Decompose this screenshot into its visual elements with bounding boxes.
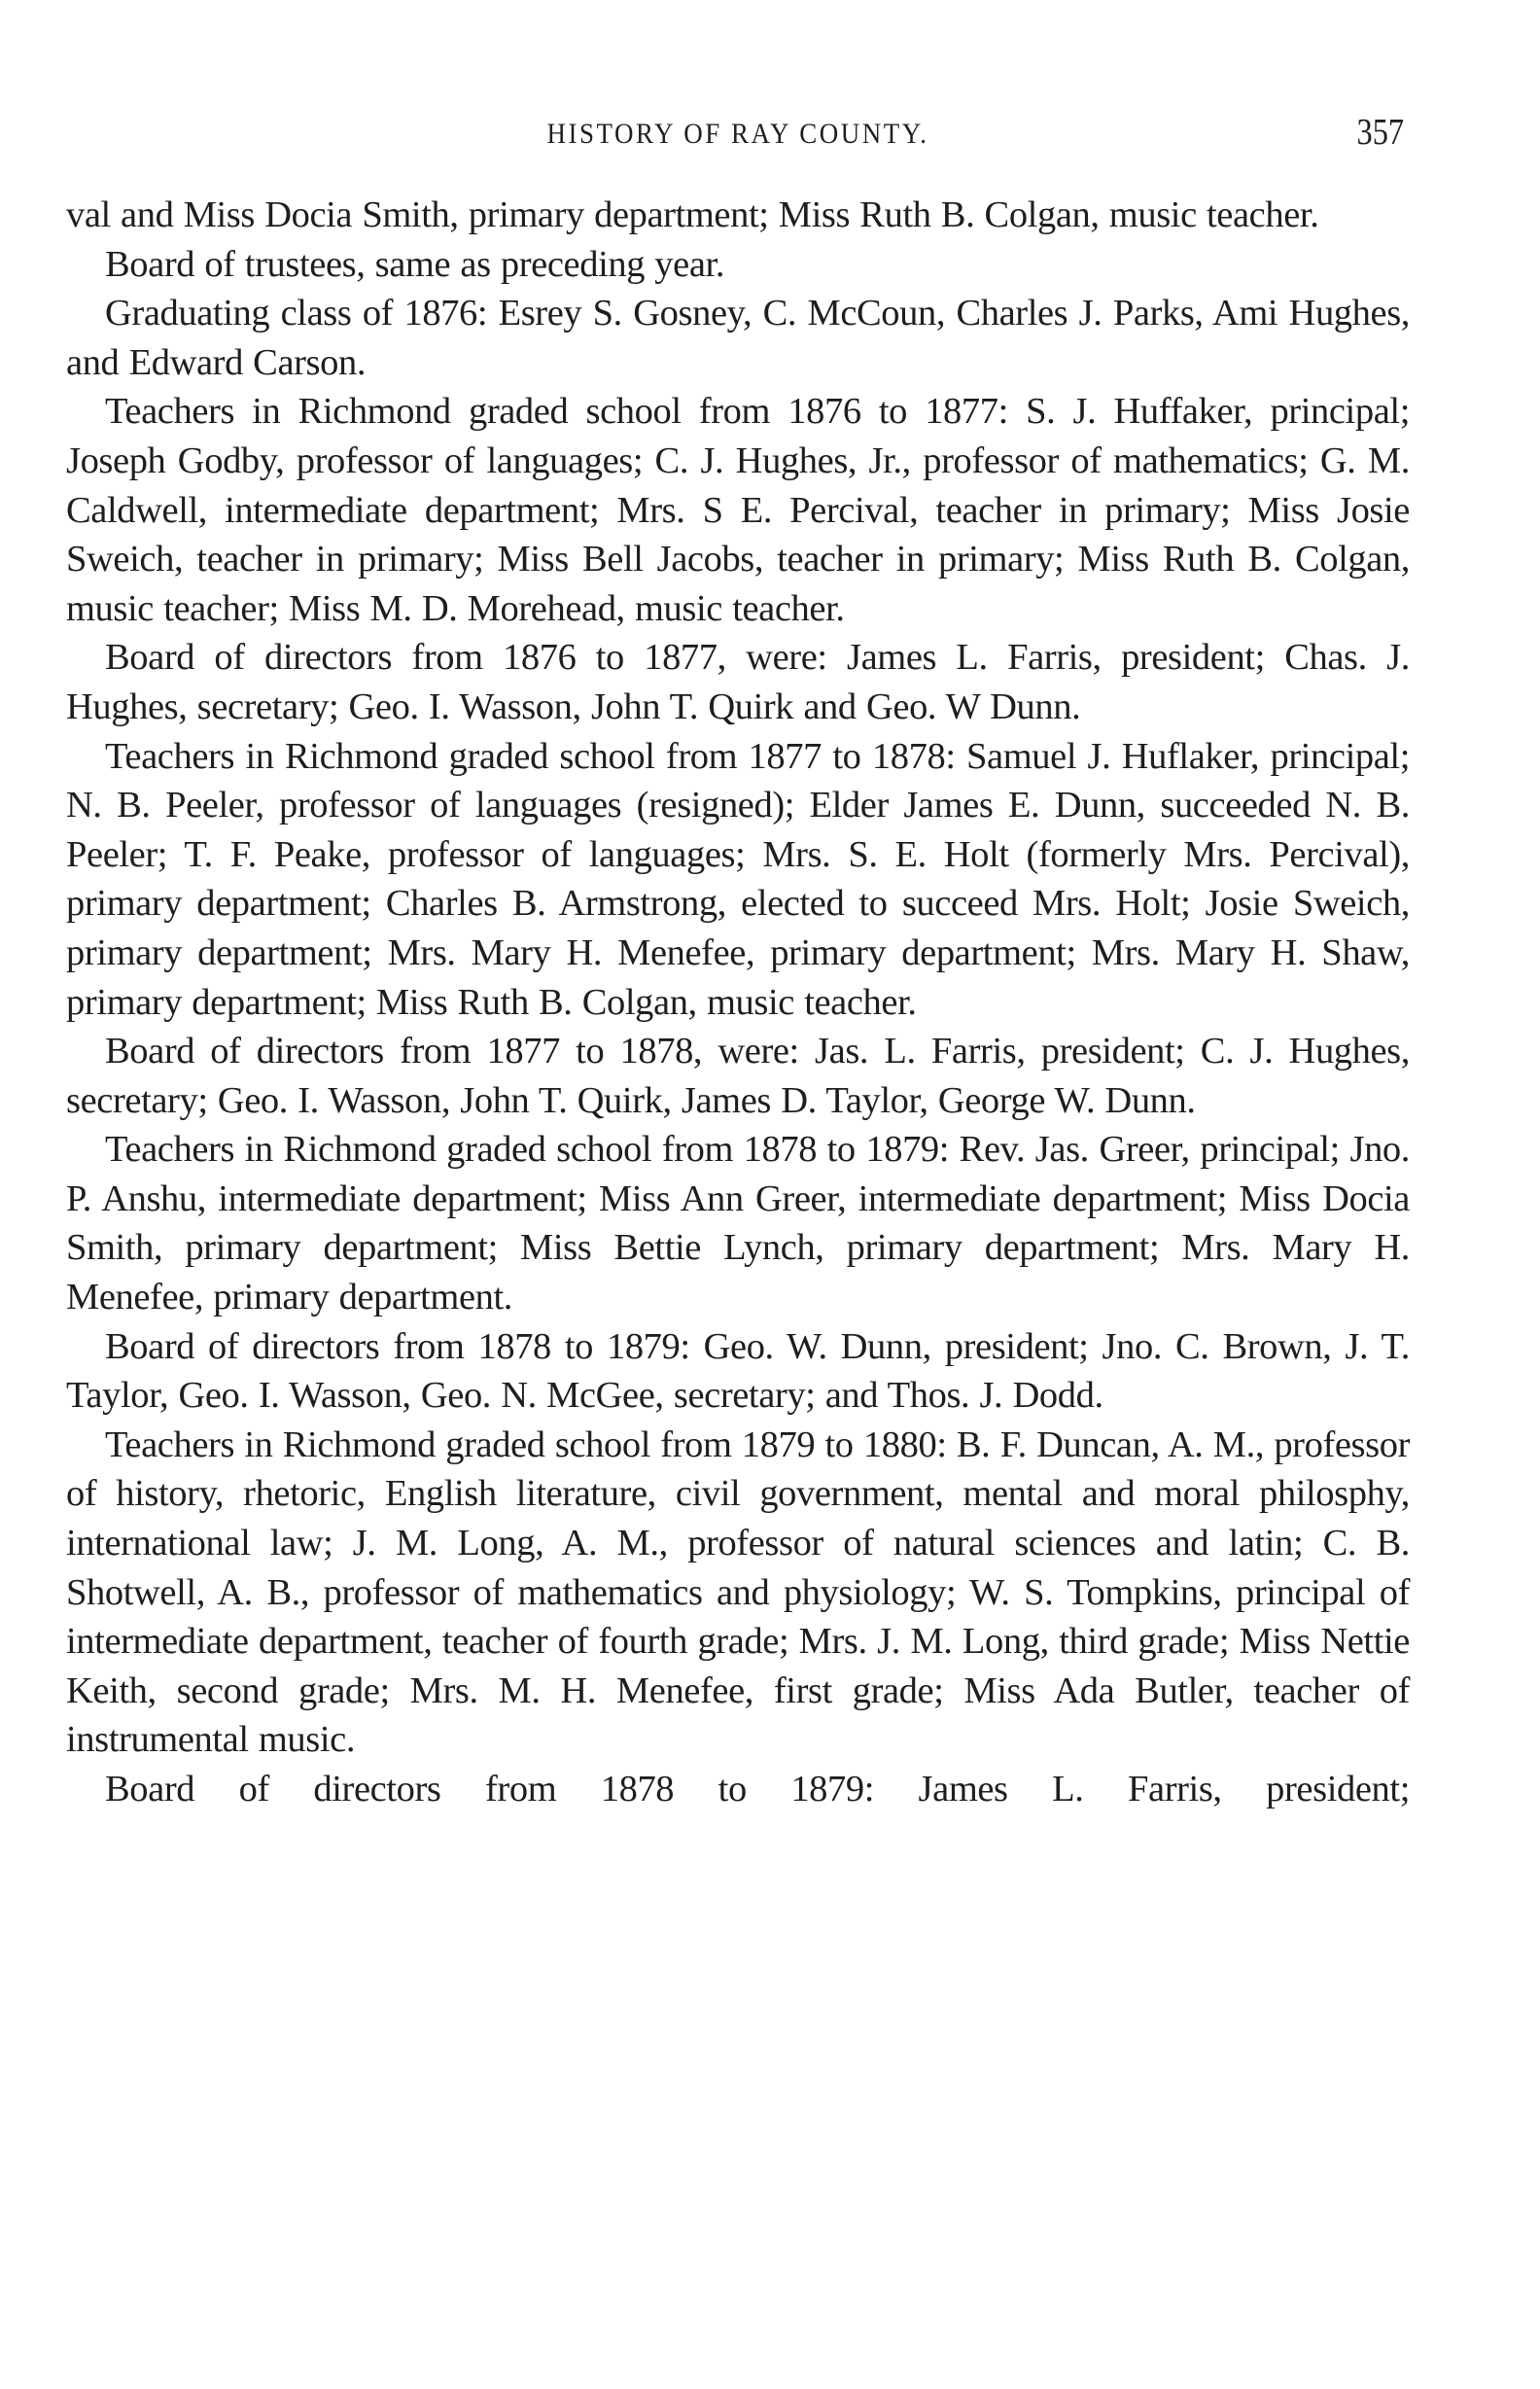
- paragraph-continued-1876-teachers: val and Miss Docia Smith, primary department; Miss Ruth B. Colgan, music teacher.: [66, 194, 1319, 235]
- page-number: 357: [1356, 112, 1404, 153]
- paragraph-directors-1876-1877: Board of directors from 1876 to 1877, were: James L. Farris, president; Chas. J. Hughes, secretary; Geo. I. Wasson, John T. Quirk and Geo. W Dunn.: [66, 637, 1410, 727]
- paragraph-directors-continued: Board of directors from 1878 to 1879: James L. Farris, president;: [105, 1769, 1410, 1809]
- body-text: [66, 191, 1410, 1814]
- paragraph-board-of-trustees: Board of trustees, same as preceding year.: [105, 243, 725, 285]
- paragraph-teachers-1878-1879: Teachers in Richmond graded school from 1878 to 1879: Rev. Jas. Greer, principal; Jno. P. Anshu, intermediate department; Miss Ann Greer, intermediate department; Miss Docia Smith, primary department; Miss Bettie Lynch, primary department; Mrs. Mary H. Menefee, primary department.: [66, 1129, 1410, 1318]
- paragraph-teachers-1876-1877: Teachers in Richmond graded school from 1876 to 1877: S. J. Huffaker, principal; Joseph Godby, professor of languages; C. J. Hughes, Jr., professor of mathematics; G. M. Caldwell, intermediate department; Mrs. S E. Percival, teacher in primary; Miss Josie Sweich, teacher in primary; Miss Bell Jacobs, teacher in primary; Miss Ruth B. Colgan, music teacher; Miss M. D. Morehead, music teacher.: [66, 391, 1410, 629]
- paragraph-teachers-1877-1878: Teachers in Richmond graded school from 1877 to 1878: Samuel J. Huflaker, principal; N. B. Peeler, professor of languages (resigned); Elder James E. Dunn, succeeded N. B. Peeler; T. F. Peake, professor of languages; Mrs. S. E. Holt (formerly Mrs. Percival), primary department; Charles B. Armstrong, elected to succeed Mrs. Holt; Josie Sweich, primary department; Mrs. Mary H. Menefee, primary department; Mrs. Mary H. Shaw, primary department; Miss Ruth B. Colgan, music teacher.: [66, 735, 1410, 1023]
- paragraph-directors-1877-1878: Board of directors from 1877 to 1878, were: Jas. L. Farris, president; C. J. Hughes, secretary; Geo. I. Wasson, John T. Quirk, James D. Taylor, George W. Dunn.: [66, 1031, 1410, 1121]
- paragraph-graduating-class-1876: Graduating class of 1876: Esrey S. Gosney, C. McCoun, Charles J. Parks, Ami Hughes, and Edward Carson.: [66, 293, 1410, 383]
- running-head: [66, 109, 1410, 158]
- paragraph-teachers-1879-1880: Teachers in Richmond graded school from 1879 to 1880: B. F. Duncan, A. M., professor of history, rhetoric, English literature, civil government, mental and moral philosphy, international law; J. M. Long, A. M., professor of natural sciences and latin; C. B. Shotwell, A. B., professor of mathematics and physiology; W. S. Tompkins, principal of intermediate department, teacher of fourth grade; Mrs. J. M. Long, third grade; Miss Nettie Keith, second grade; Mrs. M. H. Menefee, first grade; Miss Ada Butler, teacher of instrumental music.: [66, 1423, 1410, 1761]
- running-title: HISTORY OF RAY COUNTY.: [546, 117, 929, 150]
- paragraph-directors-1878-1879: Board of directors from 1878 to 1879: Geo. W. Dunn, president; Jno. C. Brown, J. T. Taylor, Geo. I. Wasson, Geo. N. McGee, secretary; and Thos. J. Dodd.: [66, 1325, 1410, 1417]
